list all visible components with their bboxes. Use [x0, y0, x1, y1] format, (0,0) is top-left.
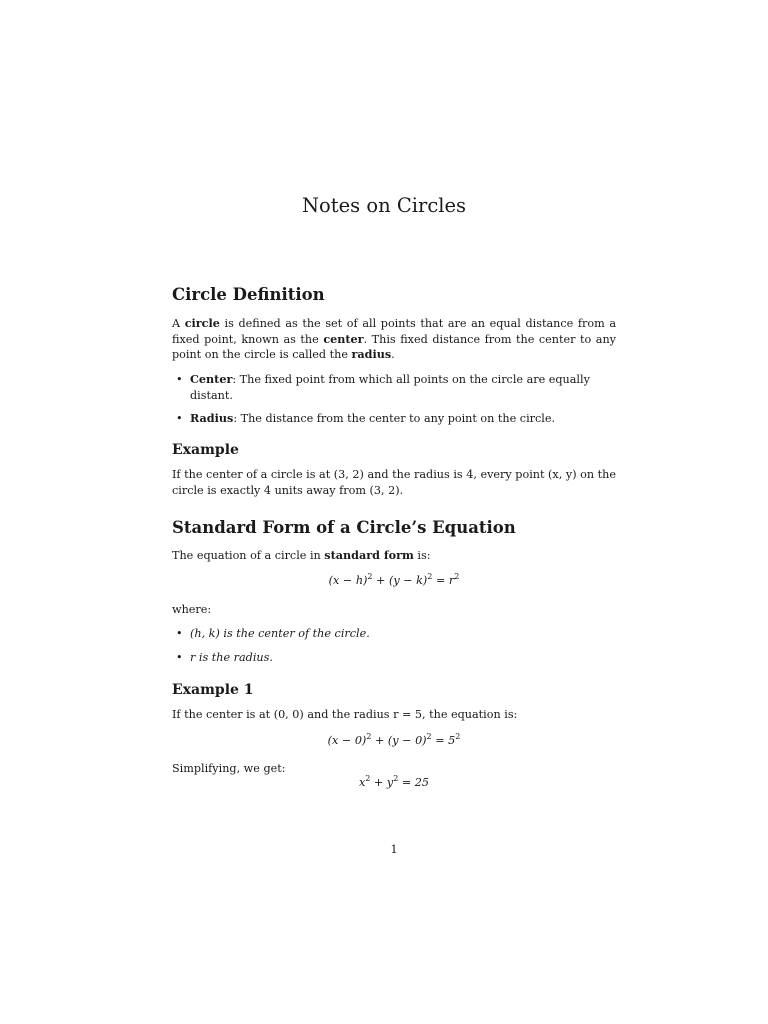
section-heading-standard-form: Standard Form of a Circle’s Equation: [172, 518, 516, 537]
example-1-equation: $(x - 0)^2 + (y - 0)^2 = 5^2$: [327, 732, 461, 747]
list-item-center: • Center: The fixed point from which all points on the circle are equally distant.: [176, 372, 590, 402]
list-item-radius: • Radius: The distance from the center to any point on the circle.: [176, 411, 556, 425]
example-1-paragraph: If the center is at (0, 0) and the radius r = 5, the equation is:: [172, 708, 518, 721]
bullet-icon: •: [176, 412, 183, 425]
page-number: 1: [390, 843, 398, 856]
standard-form-intro: The equation of a circle in standard form is:: [172, 548, 431, 562]
page-title: Notes on Circles: [301, 194, 467, 217]
list-item-center-coords: • (h, k) is the center of the circle.: [176, 627, 370, 640]
where-label: where:: [172, 603, 212, 616]
example-paragraph: If the center of a circle is at (3, 2) and the radius is 4, every point (x, y) on the circle is exactly 4 units away from (3, 2).: [172, 468, 616, 497]
simplifying-label: Simplifying, we get:: [172, 762, 286, 775]
bullet-icon: •: [176, 627, 183, 640]
list-item-radius-r: • r is the radius.: [176, 651, 273, 664]
standard-form-equation: $(x - h)^2 + (y - k)^2 = r^2$: [328, 572, 460, 587]
simplified-equation: $x^2 + y^2 = 25$: [358, 774, 430, 789]
bullet-icon: •: [176, 373, 183, 386]
example-heading: Example: [172, 442, 239, 458]
section-heading-circle-definition: Circle Definition: [172, 285, 325, 304]
definition-paragraph: A circle is defined as the set of all points that are an equal distance from a fixed point, known as the center. This fixed distance from the center to any point on the circle is called the radius.: [172, 316, 616, 361]
bullet-icon: •: [176, 651, 183, 664]
example-1-heading: Example 1: [172, 682, 254, 698]
